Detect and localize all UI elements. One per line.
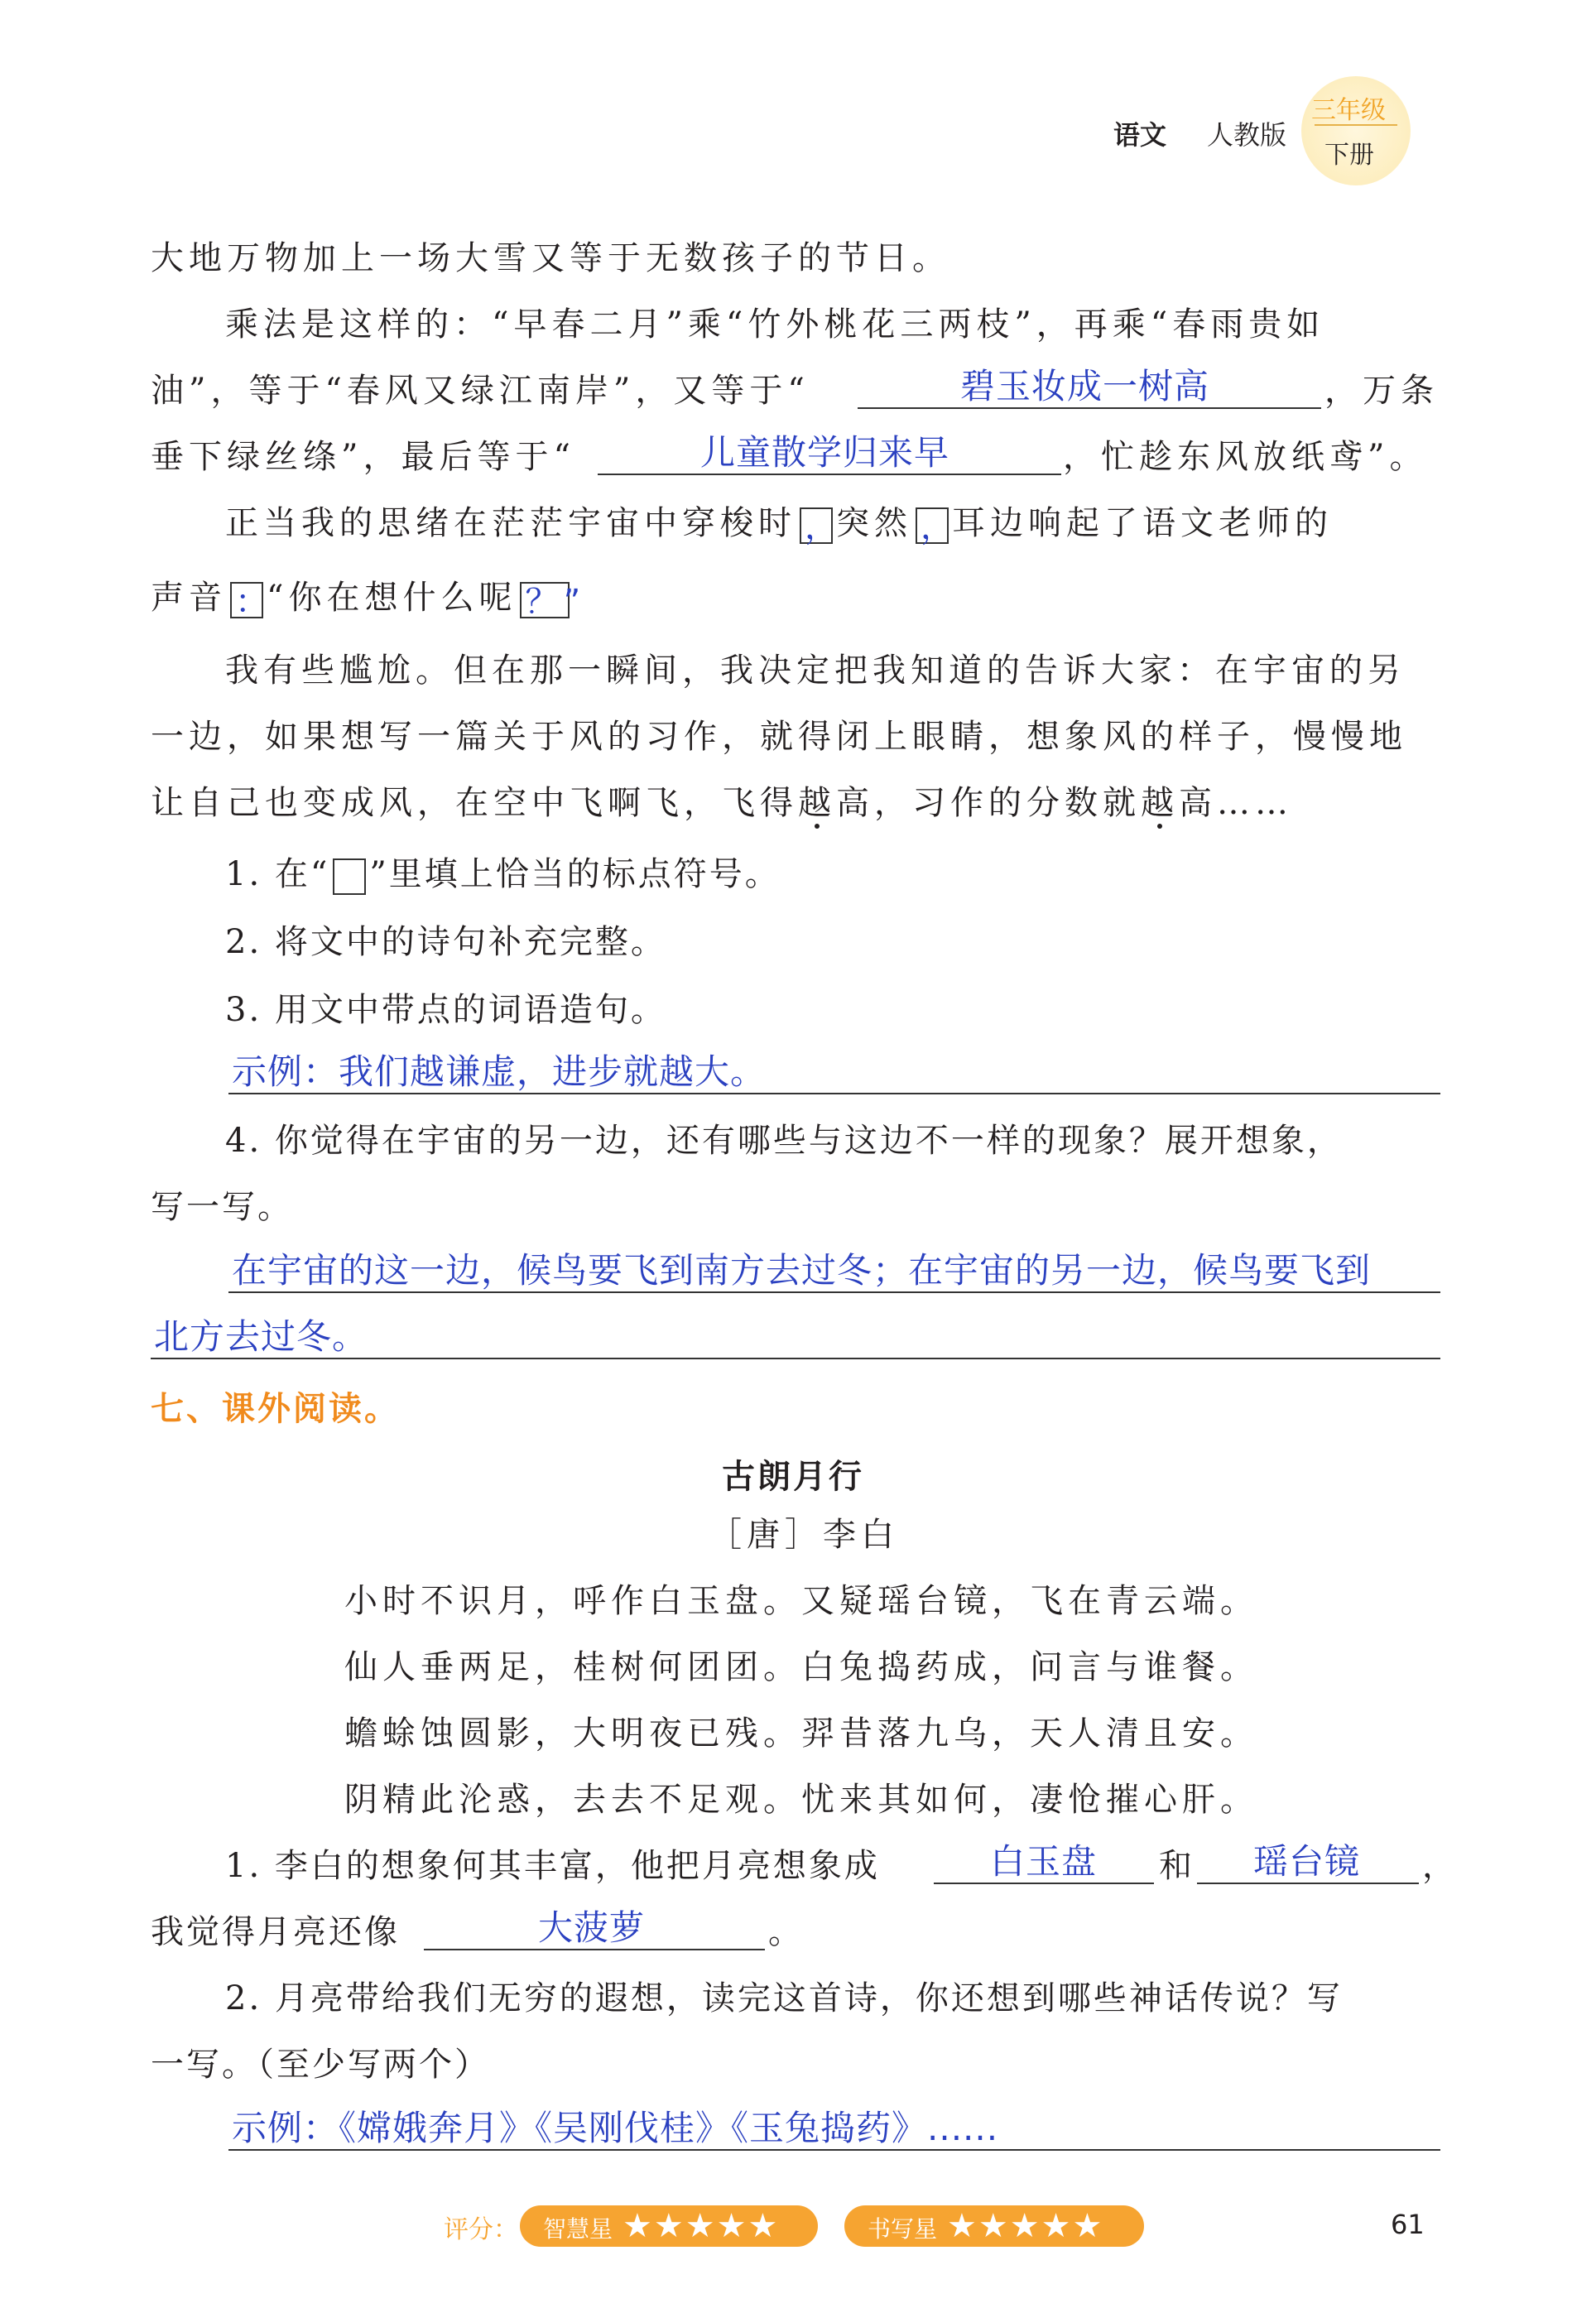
poem-line-2: 仙人垂两足，桂树何团团。白兔捣药成，问言与谁餐。 xyxy=(344,1648,1258,1686)
p4-text-b: 高，习作的分数就 xyxy=(836,784,1141,822)
p3-text-e: “你在想什么呢 xyxy=(267,579,517,617)
punct-answer-2: ， xyxy=(921,508,959,546)
passage-p4-line-2: 一边，如果想写一篇关于风的习作，就得闭上眼睛，想象风的样子，慢慢地 xyxy=(151,718,1407,756)
writing-stars-icon: ★★★★★ xyxy=(947,2207,1104,2245)
poem-line-3: 蟾蜍蚀圆影，大明夜已残。羿昔落九乌，天人清且安。 xyxy=(344,1714,1258,1753)
header-subject: 语文 xyxy=(1113,119,1167,151)
q4-answer-line-2-text: 北方去过冬。 xyxy=(154,1316,368,1357)
passage-p2-line-1: 乘法是这样的：“早春二月”乘“竹外桃花三两枝”，再乘“春雨贵如 xyxy=(225,305,1325,344)
answer-2: 儿童散学归来早 xyxy=(700,432,950,473)
s7-question-1-line-2b: 。 xyxy=(768,1913,806,1951)
poem-author: ［唐］李白 xyxy=(709,1516,899,1554)
header-divider xyxy=(1315,124,1397,126)
dotted-word-2: 越 xyxy=(1141,784,1179,822)
q3-answer: 示例：我们越谦虚，进步就越大。 xyxy=(232,1051,767,1092)
p3-text-c: 耳边响起了语文老师的 xyxy=(952,504,1333,542)
rating-label: 评分： xyxy=(444,2215,518,2244)
q1-text-a: 1. 在“ xyxy=(225,855,330,893)
punct-answer-3: ： xyxy=(235,583,273,621)
p4-text-c: 高…… xyxy=(1179,784,1293,822)
punct-box-4[interactable] xyxy=(520,582,586,621)
p3-text-a: 正当我的思绪在茫茫宇宙中穿梭时 xyxy=(225,504,796,542)
punct-box-1[interactable] xyxy=(800,507,843,546)
header-edition: 人教版 xyxy=(1207,119,1287,151)
s7-question-2-line-2: 一写。（至少写两个） xyxy=(151,2046,490,2084)
passage-p3-line-1 xyxy=(225,500,1333,546)
p4-text-a: 让自己也变成风，在空中飞啊飞，飞得 xyxy=(151,784,798,822)
writing-star-rating[interactable] xyxy=(844,2205,1144,2247)
question-3: 3. 用文中带点的词语造句。 xyxy=(225,991,666,1029)
punct-answer-1: ， xyxy=(805,508,843,546)
passage-p4-line-3 xyxy=(151,780,1293,826)
wisdom-star-label: 智慧星 xyxy=(543,2215,613,2243)
p3-text-b: 突然 xyxy=(836,504,912,542)
passage-p4-line-1: 我有些尴尬。但在那一瞬间，我决定把我知道的告诉大家：在宇宙的另 xyxy=(225,652,1406,690)
punct-box-2[interactable] xyxy=(916,507,959,546)
poem-title: 古朗月行 xyxy=(722,1458,864,1496)
dotted-word-1: 越 xyxy=(798,784,836,822)
wisdom-stars-icon: ★★★★★ xyxy=(623,2207,780,2245)
s7-question-1-line-1a: 1. 李白的想象何其丰富，他把月亮想象成 xyxy=(225,1847,880,1885)
poem-line-4: 阴精此沦惑，去去不足观。忧来其如何，凄怆摧心肝。 xyxy=(344,1781,1258,1819)
question-4-line-2: 写一写。 xyxy=(151,1188,293,1226)
answer-1: 碧玉妆成一树高 xyxy=(960,366,1210,406)
s7-q1-answer-2: 瑶台镜 xyxy=(1253,1841,1361,1882)
question-1 xyxy=(225,851,781,897)
section-7-heading: 七、课外阅读。 xyxy=(151,1390,400,1428)
passage-p3-line-2 xyxy=(151,575,586,621)
question-2: 2. 将文中的诗句补充完整。 xyxy=(225,923,666,961)
header-grade: 三年级 xyxy=(1311,96,1386,125)
punct-answer-4: ？” xyxy=(525,583,586,621)
s7-question-1-line-1c: ， xyxy=(1422,1847,1460,1885)
q1-example-box xyxy=(333,858,366,895)
s7-question-1-line-1b: 和 xyxy=(1159,1847,1197,1885)
wisdom-star-rating[interactable] xyxy=(520,2205,818,2247)
poem-line-1: 小时不识月，呼作白玉盘。又疑瑶台镜，飞在青云端。 xyxy=(344,1582,1258,1620)
page-number: 61 xyxy=(1391,2209,1425,2240)
s7-q1-answer-1: 白玉盘 xyxy=(990,1841,1098,1882)
punct-box-3[interactable] xyxy=(230,582,273,621)
passage-p2-line-2 xyxy=(151,368,810,414)
s7-q2-answer: 示例：《嫦娥奔月》《吴刚伐桂》《玉兔捣药》...... xyxy=(232,2108,999,2148)
s7-q1-answer-3: 大菠萝 xyxy=(538,1907,646,1948)
q1-text-b: ”里填上恰当的标点符号。 xyxy=(369,855,781,893)
p2-text-b: ，万条 xyxy=(1324,372,1439,410)
header-volume: 下册 xyxy=(1324,141,1374,170)
p2-text-a: 油”，等于“春风又绿江南岸”，又等于“ xyxy=(151,372,810,410)
writing-star-label: 书写星 xyxy=(868,2215,938,2243)
passage-p2-line-3: 垂下绿丝绦”，最后等于“ xyxy=(151,438,575,476)
p2-text-c: ，忙趁东风放纸鸢”。 xyxy=(1063,438,1428,476)
question-4-line-1: 4. 你觉得在宇宙的另一边，还有哪些与这边不一样的现象？展开想象， xyxy=(225,1122,1343,1160)
passage-line-1: 大地万物加上一场大雪又等于无数孩子的节日。 xyxy=(151,239,950,277)
p3-text-d: 声音 xyxy=(151,579,227,617)
q4-answer-line-1-text: 在宇宙的这一边，候鸟要飞到南方去过冬；在宇宙的另一边，候鸟要飞到 xyxy=(232,1250,1372,1291)
s7-question-2-line-1: 2. 月亮带给我们无穷的遐想，读完这首诗，你还想到哪些神话传说？写 xyxy=(225,1979,1343,2017)
s7-question-1-line-2a: 我觉得月亮还像 xyxy=(151,1913,400,1951)
